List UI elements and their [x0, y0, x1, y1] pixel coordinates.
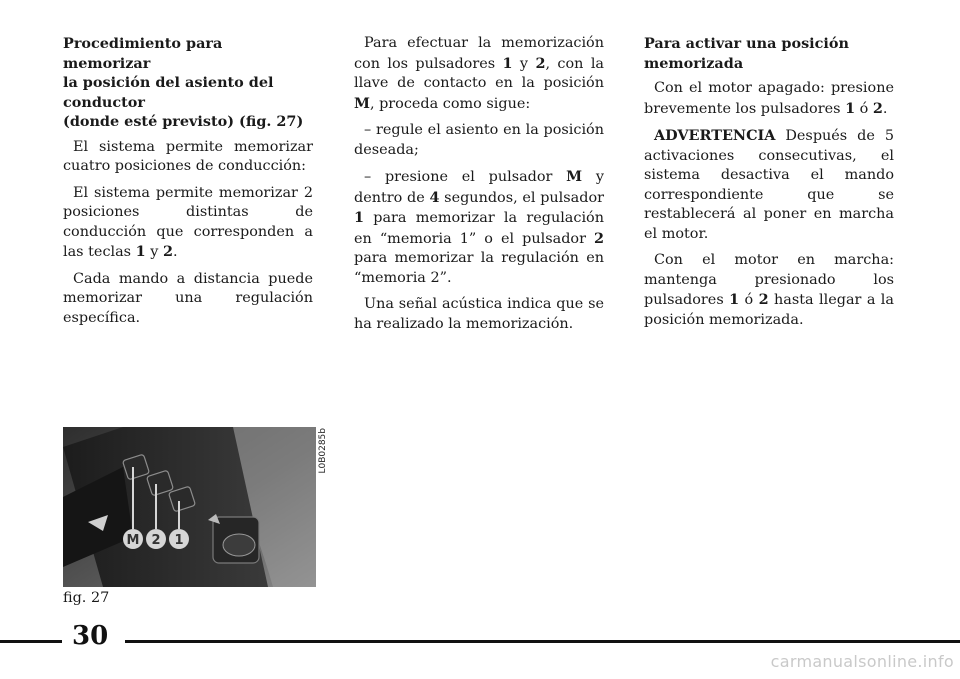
- text-run: segundos, el pulsador: [439, 189, 604, 206]
- number-label: 4: [429, 188, 440, 206]
- paragraph: [354, 167, 604, 288]
- heading-paren: ) (: [227, 113, 246, 130]
- seat-memory-buttons-photo: [63, 427, 316, 587]
- heading-note: donde esté previsto: [69, 113, 228, 130]
- watermark: carmanualsonline.info: [770, 652, 954, 671]
- section-heading-activate: Para activar una posición memorizada: [644, 35, 849, 72]
- paragraph: Una señal acústica indica que se ha realizado la memorización.: [354, 296, 604, 332]
- photo-illustration: [63, 427, 316, 587]
- right-column: [644, 34, 894, 337]
- text-run: ó: [855, 100, 873, 117]
- middle-column: [354, 34, 604, 341]
- text-run: .: [172, 244, 178, 260]
- section-heading-memorize: [63, 34, 313, 132]
- key-label: M: [354, 94, 370, 112]
- heading-paren: ): [296, 113, 304, 130]
- warning-label: ADVERTENCIA: [654, 127, 776, 144]
- figure-reference: fig. 27: [245, 113, 297, 130]
- paragraph: [63, 184, 313, 263]
- key-label: 2: [872, 99, 883, 117]
- paragraph: Cada mando a distancia puede memorizar una regulación específica.: [63, 270, 313, 326]
- left-column: [63, 34, 313, 335]
- footer-rule: [125, 640, 960, 643]
- callout-label: M: [126, 533, 140, 548]
- paragraph: [644, 79, 894, 119]
- text-run: El sistema permite memorizar 2 posiciones distintas de conducción que corresponden a las teclas: [63, 184, 313, 260]
- paragraph: [354, 34, 604, 114]
- key-label: 1: [502, 54, 513, 72]
- key-label: 2: [535, 54, 546, 72]
- key-label: M: [566, 168, 583, 185]
- key-label: 1: [354, 209, 365, 226]
- text-run: para memorizar la regulación en “memoria 2”.: [354, 250, 604, 286]
- heading-line: la posición del asiento del: [63, 74, 274, 91]
- key-label: 1: [845, 99, 856, 117]
- text-run: , con la llave de contacto en la posición: [354, 55, 604, 91]
- text-run: Con el motor en marcha: mantenga presionado los pulsadores: [644, 252, 894, 308]
- figure-code: L0B0285b: [318, 428, 328, 474]
- paragraph: [644, 251, 894, 330]
- text-run: Después de 5 activaciones consecutivas, el sistema desactiva el mando correspondiente que se restablecerá al poner en marcha el motor.: [644, 128, 894, 242]
- text-run: para memorizar la regulación en “memoria 1” o el pulsador: [354, 210, 604, 247]
- text-run: – presione el pulsador: [364, 169, 567, 185]
- paragraph: – regule el asiento en la posición deseada;: [354, 122, 604, 158]
- warning-paragraph: [644, 126, 894, 244]
- heading-paren: (: [63, 113, 70, 130]
- key-label: 1: [135, 243, 146, 260]
- callout-label: 2: [151, 533, 161, 548]
- text-run: y: [145, 244, 163, 260]
- heading-line: conductor: [63, 93, 145, 111]
- heading-line: Procedimiento para memorizar: [63, 35, 223, 72]
- text-run: y: [512, 55, 536, 72]
- text-run: ó: [739, 292, 759, 308]
- key-label: 2: [162, 243, 173, 260]
- callout-label: 1: [174, 533, 184, 548]
- text-run: hasta llegar a la posición memorizada.: [644, 292, 894, 328]
- page-number: 30: [72, 621, 109, 651]
- key-label: 2: [758, 291, 769, 308]
- seat-adjust-knob: [223, 534, 255, 556]
- key-label: 2: [593, 229, 604, 247]
- text-run: .: [882, 100, 888, 117]
- key-label: 1: [729, 291, 740, 308]
- text-run: Para efectuar la memorización con los pulsadores: [354, 35, 604, 72]
- text-run: , proceda como sigue:: [369, 95, 531, 112]
- text-run: Con el motor apagado: presione brevemente los pulsadores: [644, 80, 894, 117]
- figure-caption: fig. 27: [63, 590, 110, 606]
- footer-rule: [0, 640, 62, 643]
- text-run: y dentro de: [354, 169, 604, 206]
- paragraph: El sistema permite memorizar cuatro posiciones de conducción:: [63, 138, 313, 174]
